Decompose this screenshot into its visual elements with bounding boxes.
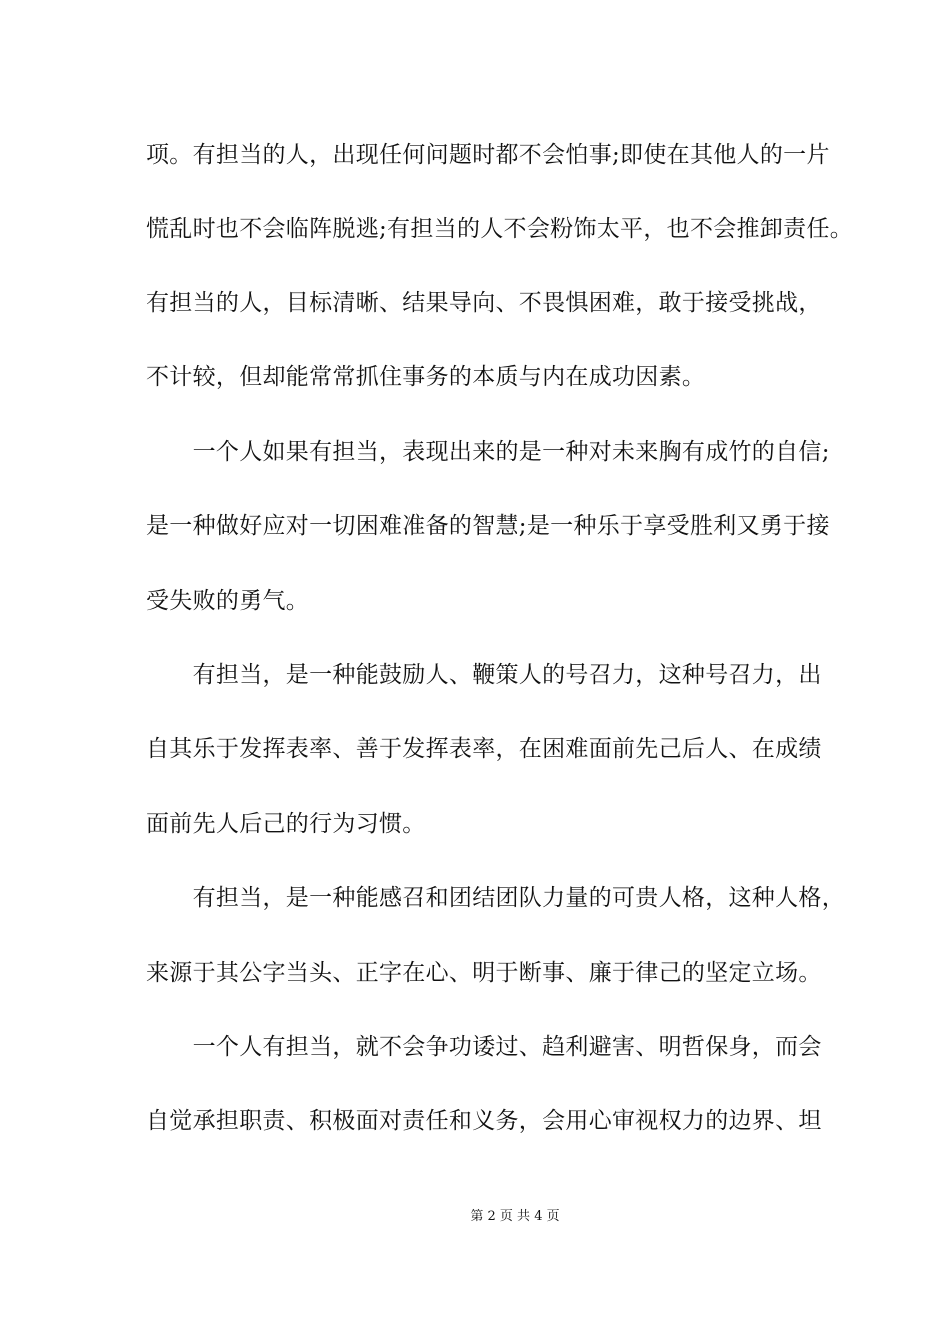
page-footer: 第 2 页 共 4 页 (470, 1209, 560, 1224)
text-line: 不计较，但却能常常抓住事务的本质与内在成功因素。 (146, 364, 706, 390)
text-line: 慌乱时也不会临阵脱逃;有担当的人不会粉饰太平，也不会推卸责任。 (146, 216, 854, 242)
text-line: 有担当，是一种能鼓励人、鞭策人的号召力，这种号召力，出 (146, 662, 822, 688)
text-line: 自其乐于发挥表率、善于发挥表率，在困难面前先己后人、在成绩 (146, 736, 822, 762)
text-line: 面前先人后己的行为习惯。 (146, 811, 426, 837)
text-line: 是一种做好应对一切困难准备的智慧;是一种乐于享受胜利又勇于接 (146, 513, 830, 539)
text-line: 一个人如果有担当，表现出来的是一种对未来胸有成竹的自信; (146, 439, 830, 465)
text-line: 项。有担当的人，出现任何问题时都不会怕事;即使在其他人的一片 (146, 142, 830, 168)
text-line: 来源于其公字当头、正字在心、明于断事、廉于律己的坚定立场。 (146, 960, 822, 986)
text-line: 一个人有担当，就不会争功诿过、趋利避害、明哲保身，而会 (146, 1034, 822, 1060)
text-line: 受失败的勇气。 (146, 588, 310, 614)
text-line: 有担当，是一种能感召和团结团队力量的可贵人格，这种人格， (146, 885, 845, 911)
text-line: 自觉承担职责、积极面对责任和义务，会用心审视权力的边界、坦 (146, 1108, 822, 1134)
text-line: 有担当的人，目标清晰、结果导向、不畏惧困难，敢于接受挑战， (146, 290, 822, 316)
